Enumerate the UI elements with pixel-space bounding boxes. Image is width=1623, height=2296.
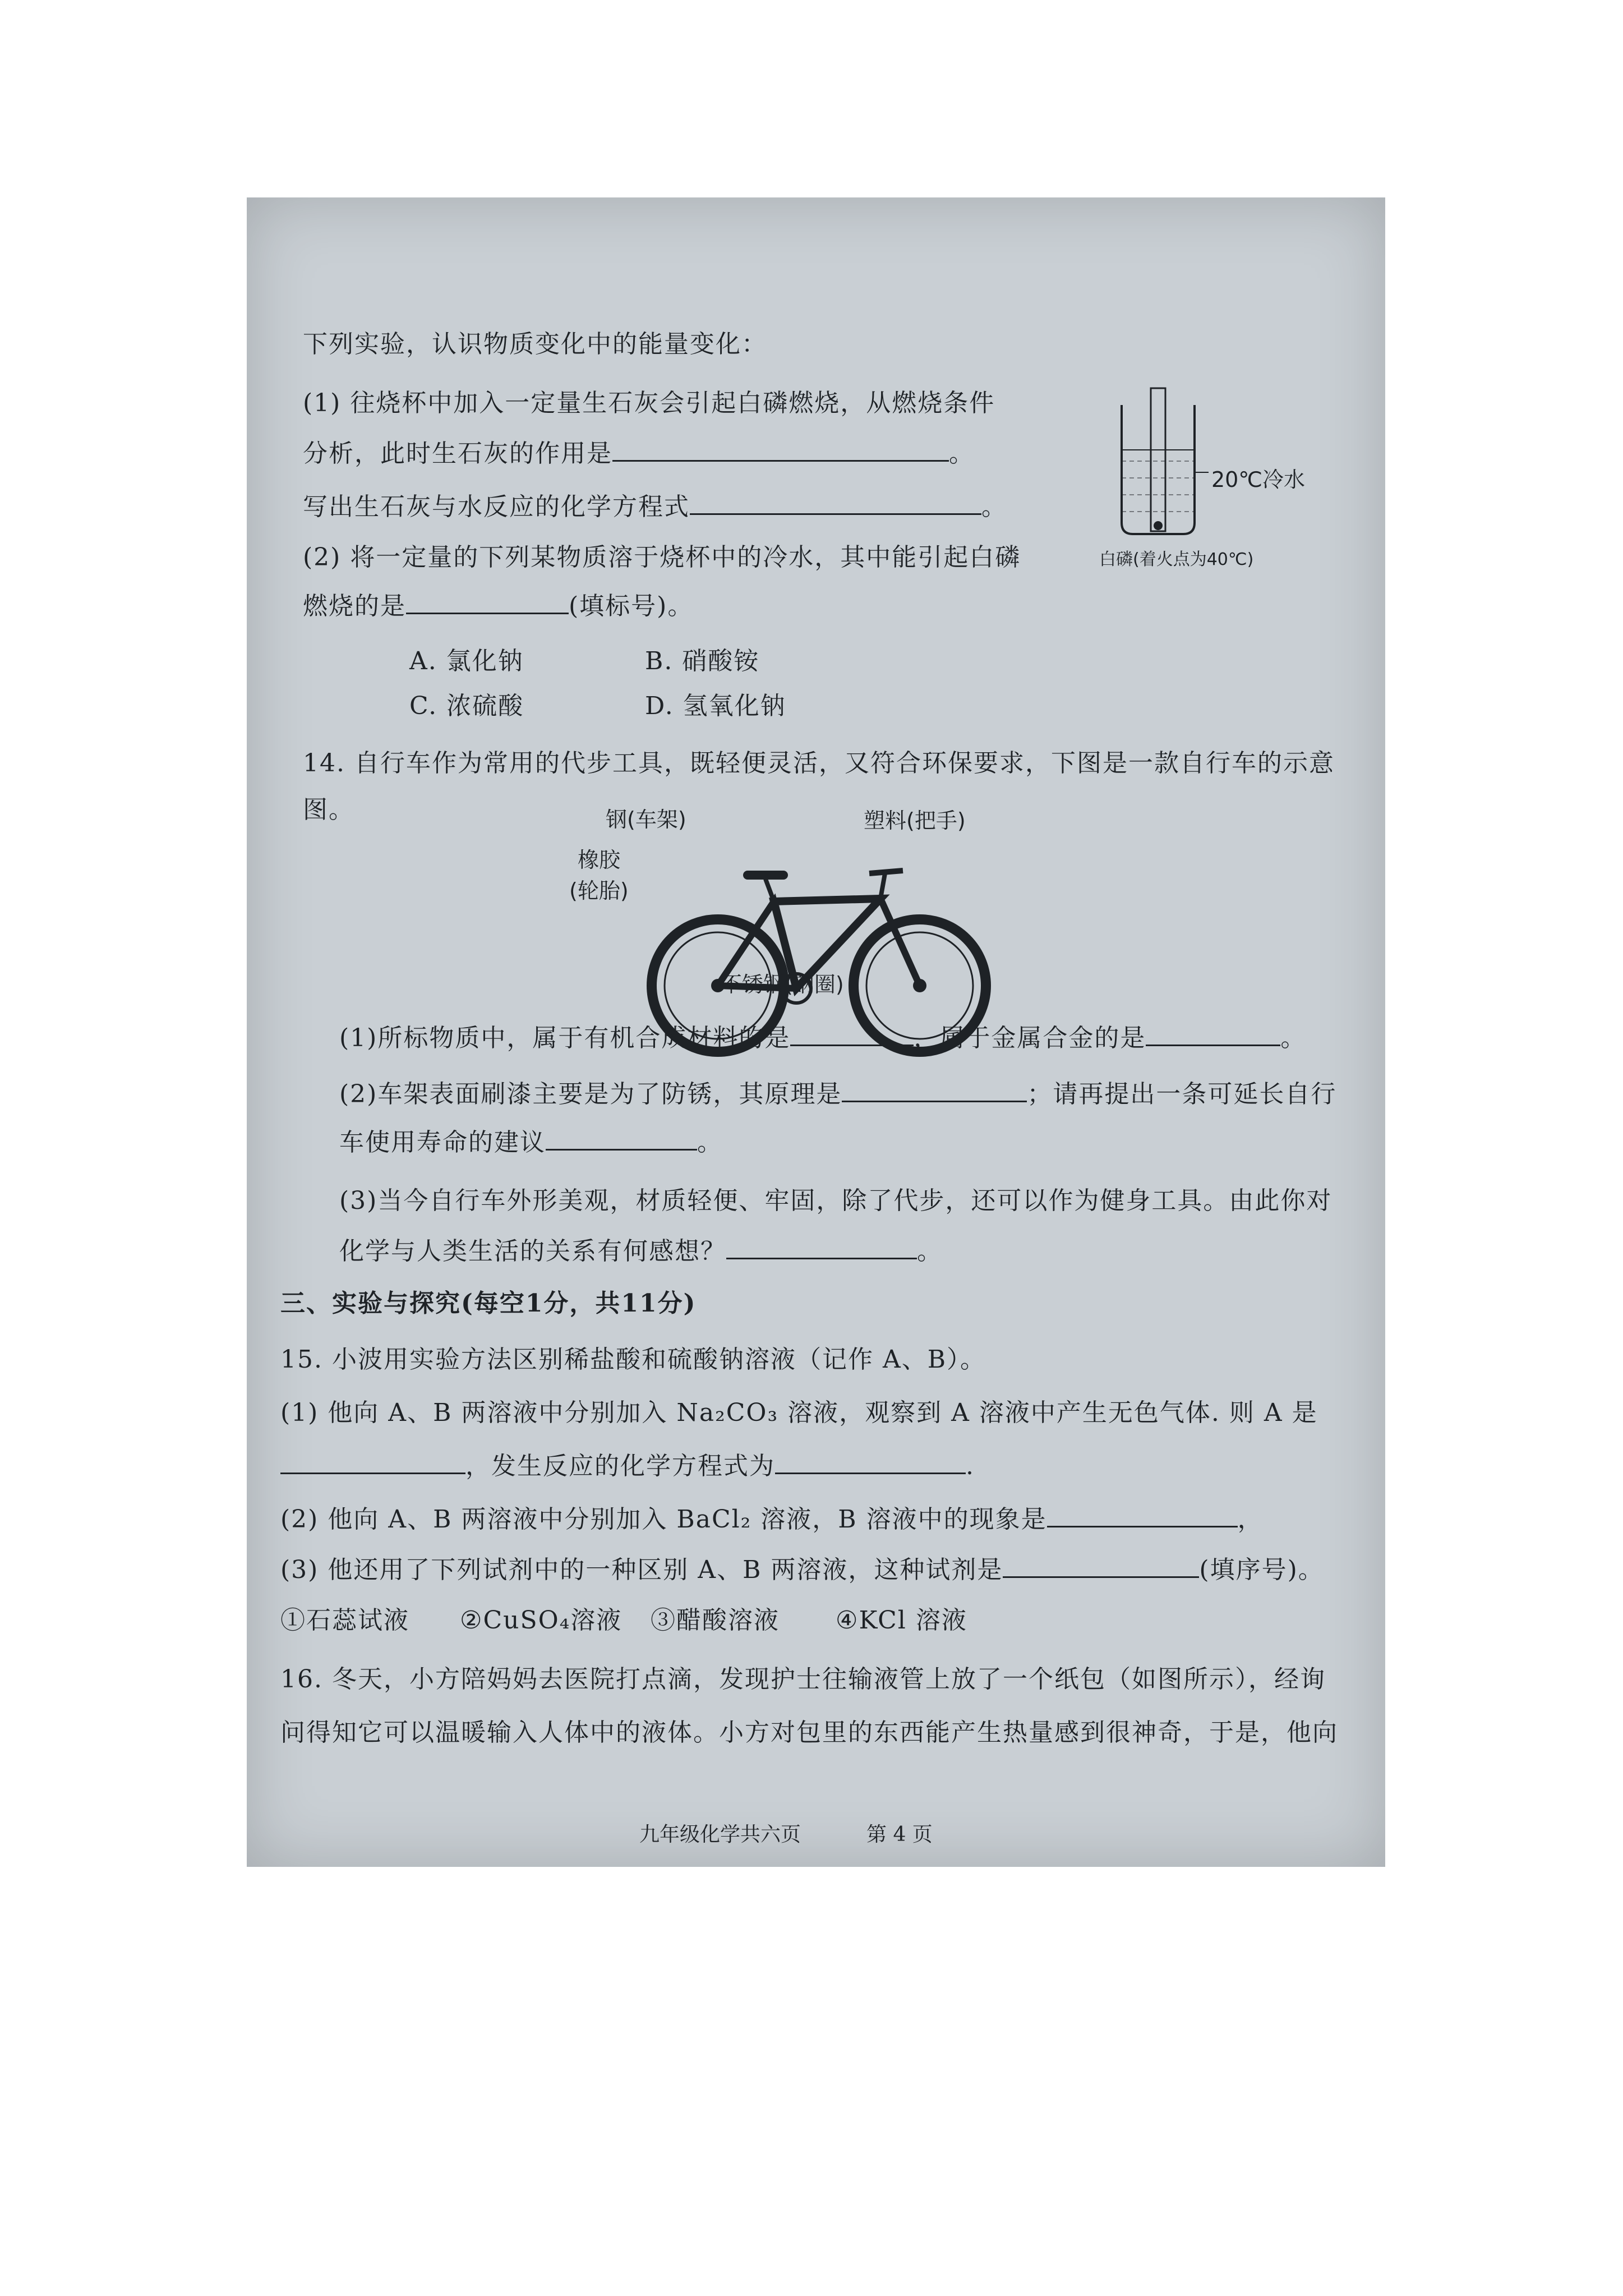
q13-option-a: A. 氯化钠 xyxy=(409,647,524,675)
label-tire: (轮胎) xyxy=(569,878,629,903)
q13-part1-line3 xyxy=(303,486,1007,522)
q13-option-d: D. 氢氧化钠 xyxy=(645,692,786,720)
q15-part2-text: (2) 他向 A、B 两溶液中分别加入 BaCl₂ 溶液，B 溶液中的现象是 xyxy=(280,1505,1047,1534)
q14-sub3-line2 xyxy=(339,1231,943,1267)
q13-part2-tail: (填标号)。 xyxy=(569,592,694,620)
q13-part2-line1: (2) 将一定量的下列某物质溶于烧杯中的冷水，其中能引起白磷 xyxy=(303,543,1021,572)
exam-page xyxy=(247,197,1385,1867)
q13-part2-text: 燃烧的是 xyxy=(303,592,406,620)
q14-sub1 xyxy=(339,1018,1306,1053)
q14-answer-blank-5[interactable] xyxy=(726,1235,917,1259)
q15-answer-blank-3[interactable] xyxy=(1047,1503,1238,1527)
q14-sub2-text-c: 车使用寿命的建议 xyxy=(339,1128,546,1157)
q13-part1-line2 xyxy=(303,433,975,469)
punct: 。 xyxy=(1280,1024,1307,1052)
section-3-title: 三、实验与探究 xyxy=(280,1289,461,1318)
section-3-heading xyxy=(280,1283,696,1319)
q14-sub3-line1: (3)当今自行车外形美观，材质轻便、牢固，除了代步，还可以作为健身工具。由此你对 xyxy=(339,1186,1332,1215)
q14-stem-line1: 14. 自行车作为常用的代步工具，既轻便灵活，又符合环保要求，下图是一款自行车的示意 xyxy=(303,749,1335,777)
q13-part2-line2 xyxy=(303,586,693,622)
q14-sub3-text: 化学与人类生活的关系有何感想？ xyxy=(339,1237,726,1266)
q13-answer-blank-1[interactable] xyxy=(612,438,949,462)
q15-reagent-1: ①石蕊试液 xyxy=(280,1606,409,1635)
q15-part1-text: ，发生反应的化学方程式为 xyxy=(465,1452,775,1480)
label-rubber: 橡胶 xyxy=(578,848,621,872)
q15-part3 xyxy=(280,1549,1324,1585)
punct: ， xyxy=(1237,1505,1264,1534)
q15-part1-line1: (1) 他向 A、B 两溶液中分别加入 Na₂CO₃ 溶液，观察到 A 溶液中产生无色气体. 则 A 是 xyxy=(280,1398,1318,1427)
q13-answer-blank-2[interactable] xyxy=(690,491,981,515)
label-stainless-rim: 不锈钢(钢圈) xyxy=(721,972,844,997)
section-3-score: (每空1分，共11分) xyxy=(461,1289,697,1318)
punct: 。 xyxy=(981,493,1007,521)
q16-line2: 问得知它可以温暖输入人体中的液体。小方对包里的东西能产生热量感到很神奇，于是，他向 xyxy=(280,1718,1338,1747)
punct: 。 xyxy=(697,1128,723,1157)
q15-reagent-3: ③醋酸溶液 xyxy=(651,1606,780,1635)
q15-reagent-2: ②CuSO₄溶液 xyxy=(460,1606,623,1635)
footer-page-number: 第 4 页 xyxy=(866,1823,933,1846)
label-steel-frame: 钢(车架) xyxy=(606,807,686,832)
beaker-label-water: 20℃冷水 xyxy=(1211,467,1306,492)
q14-answer-blank-4[interactable] xyxy=(546,1126,697,1151)
q14-answer-blank-2[interactable] xyxy=(1146,1022,1280,1046)
q15-part2 xyxy=(280,1499,1264,1535)
footer-course: 九年级化学共六页 xyxy=(639,1823,801,1846)
q15-part1-line2 xyxy=(280,1446,975,1481)
punct: . xyxy=(966,1452,975,1480)
punct: 。 xyxy=(949,439,975,468)
q15-answer-blank-2[interactable] xyxy=(775,1450,966,1474)
q14-sub1-text-b: ，属于金属合金的是 xyxy=(914,1024,1146,1052)
q15-reagent-4: ④KCl 溶液 xyxy=(836,1606,967,1635)
q15-answer-blank-1[interactable] xyxy=(280,1450,465,1474)
q14-sub2 xyxy=(339,1074,1336,1110)
q15-part3-tail: (填序号)。 xyxy=(1199,1556,1324,1584)
q16-line1: 16. 冬天，小方陪妈妈去医院打点滴，发现护士往输液管上放了一个纸包（如图所示），经询 xyxy=(280,1665,1326,1694)
q14-answer-blank-1[interactable] xyxy=(790,1022,914,1046)
q15-stem: 15. 小波用实验方法区别稀盐酸和硫酸钠溶液（记作 A、B）。 xyxy=(280,1345,986,1374)
q14-sub2-text-a: (2)车架表面刷漆主要是为了防锈，其原理是 xyxy=(339,1080,842,1108)
q13-answer-blank-3[interactable] xyxy=(406,590,569,614)
q13-option-c: C. 浓硫酸 xyxy=(409,692,524,720)
punct: 。 xyxy=(917,1237,943,1266)
q13-equation-text: 写出生石灰与水反应的化学方程式 xyxy=(303,493,690,521)
q15-part3-text: (3) 他还用了下列试剂中的一种区别 A、B 两溶液，这种试剂是 xyxy=(280,1556,1003,1584)
q14-answer-blank-3[interactable] xyxy=(842,1078,1027,1102)
label-plastic-handle: 塑料(把手) xyxy=(864,808,966,833)
q15-answer-blank-4[interactable] xyxy=(1003,1554,1199,1578)
q14-stem-line2: 图。 xyxy=(303,795,354,824)
q13-option-b: B. 硝酸铵 xyxy=(645,647,760,675)
q14-sub2-text-b: ；请再提出一条可延长自行 xyxy=(1027,1080,1337,1108)
q14-sub1-text-a: (1)所标物质中，属于有机合成材料的是 xyxy=(339,1024,791,1052)
beaker-label-phosphorus: 白磷(着火点为40℃) xyxy=(1099,550,1254,569)
q13-intro: 下列实验，认识物质变化中的能量变化： xyxy=(303,330,767,358)
q14-sub2-line2 xyxy=(339,1122,723,1158)
q13-part1-text: 分析，此时生石灰的作用是 xyxy=(303,439,612,468)
q13-part1-line1: (1) 往烧杯中加入一定量生石灰会引起白磷燃烧，从燃烧条件 xyxy=(303,389,995,417)
